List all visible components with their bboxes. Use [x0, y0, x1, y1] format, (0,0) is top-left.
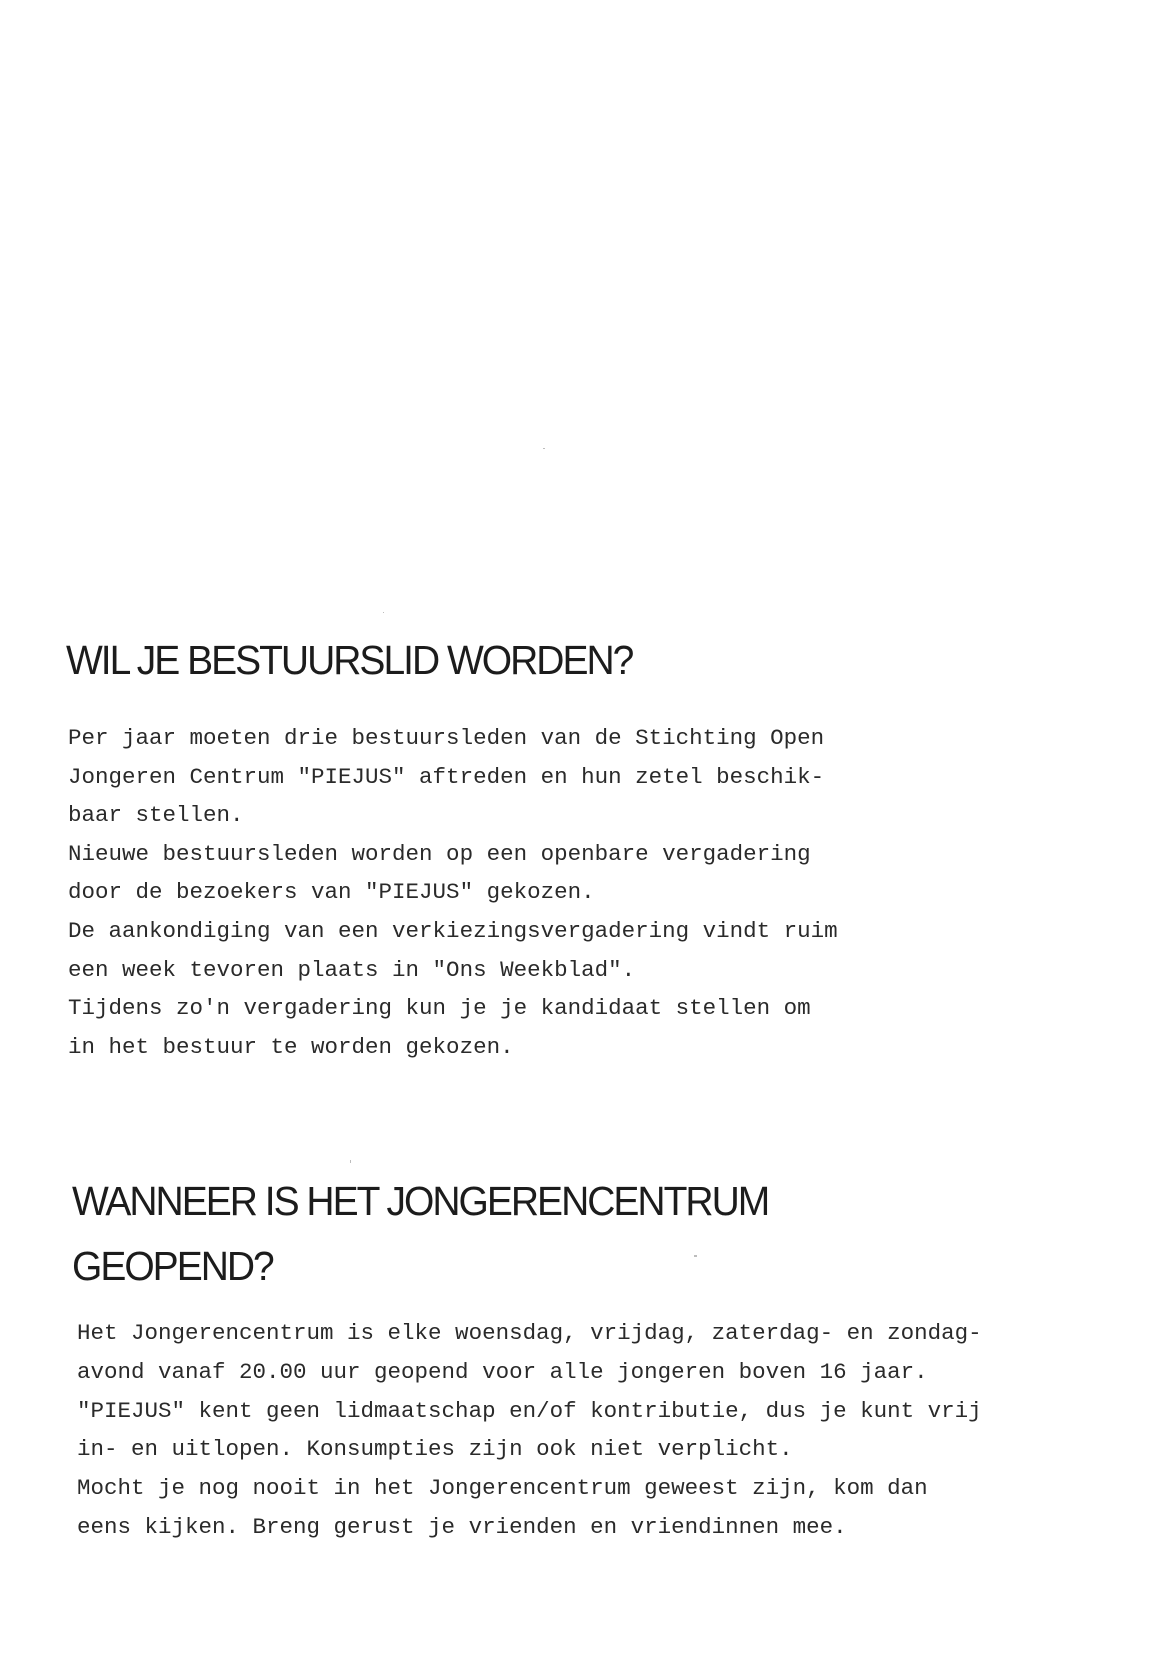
body-line: Per jaar moeten drie bestuursleden van de Stichting Open — [68, 725, 825, 751]
body-line: Nieuwe bestuursleden worden op een openbare vergadering — [68, 840, 811, 867]
heading-line: WIL JE BESTUURSLID WORDEN? — [66, 638, 633, 684]
body-line: Jongeren Centrum "PIEJUS" aftreden en hun zetel beschik- — [68, 763, 825, 790]
scan-speck — [350, 1160, 351, 1163]
scan-speck — [543, 448, 545, 449]
body-line: eens kijken. Breng gerust je vrienden en vriendinnen mee. — [77, 1513, 847, 1540]
section-body-bestuurslid — [68, 719, 838, 1066]
body-line: Mocht je nog nooit in het Jongerencentrum geweest zijn, kom dan — [77, 1475, 928, 1502]
body-line: door de bezoekers van "PIEJUS" gekozen. — [68, 879, 595, 906]
section-heading-bestuurslid — [66, 628, 632, 695]
scan-speck — [694, 1255, 697, 1257]
body-line: Het Jongerencentrum is elke woensdag, vrijdag, zaterdag- en zondag- — [77, 1320, 982, 1346]
body-line: Tijdens zo'n vergadering kun je je kandidaat stellen om — [68, 995, 811, 1022]
heading-line: WANNEER IS HET JONGERENCENTRUM — [72, 1179, 769, 1225]
section-body-openingstijden — [77, 1314, 982, 1547]
scan-speck — [383, 612, 384, 613]
heading-line: GEOPEND? — [72, 1244, 273, 1290]
body-line: avond vanaf 20.00 uur geopend voor alle jongeren boven 16 jaar. — [77, 1358, 928, 1385]
body-line: in- en uitlopen. Konsumpties zijn ook niet verplicht. — [77, 1436, 793, 1463]
body-line: "PIEJUS" kent geen lidmaatschap en/of kontributie, dus je kunt vrij — [77, 1397, 982, 1424]
body-line: een week tevoren plaats in "Ons Weekblad". — [68, 956, 636, 983]
body-line: in het bestuur te worden gekozen. — [68, 1033, 514, 1060]
section-heading-openingstijden — [72, 1170, 768, 1300]
body-line: baar stellen. — [68, 802, 244, 829]
body-line: De aankondiging van een verkiezingsvergadering vindt ruim — [68, 917, 838, 944]
